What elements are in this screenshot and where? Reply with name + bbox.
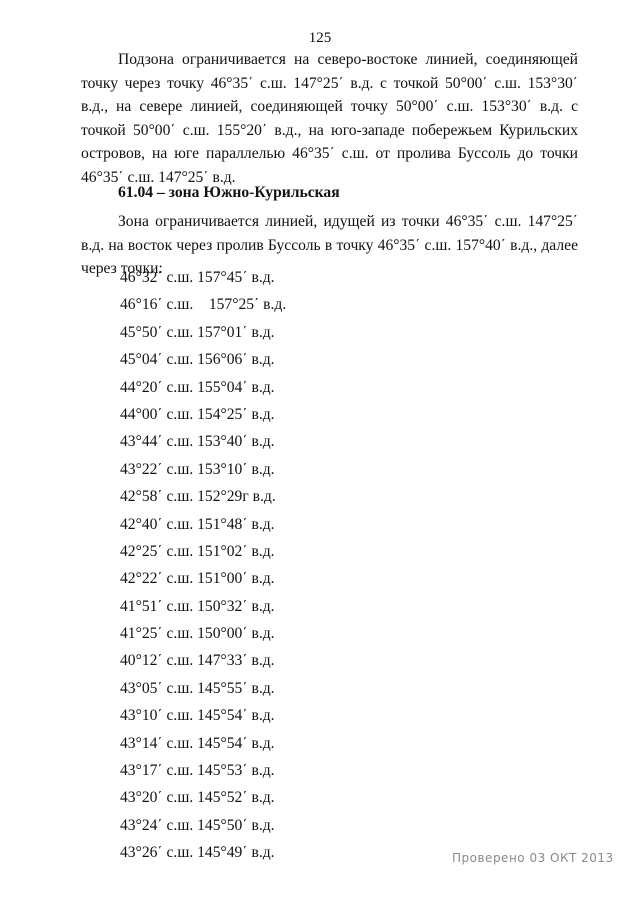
zone-description-text: Зона ограничивается линией, идущей из точки 46°35΄ с.ш. 147°25΄ в.д. на восток через пролив Буссоль в точку 46°35΄ с.ш. 157°40΄ в.д., далее через точки:: [81, 213, 578, 277]
coordinate-item: 41°25΄ с.ш. 150°00΄ в.д.: [120, 625, 275, 643]
section-heading: 61.04 – зона Южно-Курильская: [118, 184, 340, 201]
intro-paragraph: [81, 48, 578, 189]
coordinate-item: 43°05΄ с.ш. 145°55΄ в.д.: [120, 679, 275, 697]
coordinate-item: 43°17΄ с.ш. 145°53΄ в.д.: [120, 762, 275, 780]
coordinate-item: 43°26΄ с.ш. 145°49΄ в.д.: [120, 844, 275, 862]
coordinate-list: [120, 264, 286, 867]
page-number: 125: [308, 30, 332, 46]
coordinate-item: 40°12΄ с.ш. 147°33΄ в.д.: [120, 652, 275, 670]
intro-paragraph-text: Подзона ограничивается на северо-востоке линией, соединяющей точку через точку 46°35΄ с.ш. 147°25΄ в.д. с точкой 50°00΄ с.ш. 153°30΄ в.д., на севере линией, соединяющей точку 50°00΄ с.ш. 153°30΄ в.д. с точкой 50°00΄ с.ш. 155°20΄ в.д., на юго-западе побережьем Курильских островов, на юге параллелью 46°35΄ с.ш. от пролива Буссоль до точки 46°35΄ с.ш. 147°25΄ в.д.: [81, 51, 578, 186]
coordinate-item: 44°20΄ с.ш. 155°04΄ в.д.: [120, 378, 275, 396]
coordinate-item: 43°44΄ с.ш. 153°40΄ в.д.: [120, 433, 275, 451]
coordinate-item: 46°16΄ с.ш. 157°25΄ в.д.: [120, 296, 287, 314]
coordinate-item: 42°22΄ с.ш. 151°00΄ в.д.: [120, 570, 275, 588]
coordinate-item: 44°00΄ с.ш. 154°25΄ в.д.: [120, 405, 275, 423]
coordinate-item: 42°40΄ с.ш. 151°48΄ в.д.: [120, 515, 275, 533]
coordinate-item: 46°32΄ с.ш. 157°45΄ в.д.: [120, 269, 275, 286]
coordinate-item: 45°50΄ с.ш. 157°01΄ в.д.: [120, 323, 275, 341]
coordinate-item: 43°10΄ с.ш. 145°54΄ в.д.: [120, 707, 275, 725]
coordinate-item: 43°14΄ с.ш. 145°54΄ в.д.: [120, 734, 275, 752]
coordinate-item: 43°24΄ с.ш. 145°50΄ в.д.: [120, 816, 275, 834]
coordinate-item: 42°25΄ с.ш. 151°02΄ в.д.: [120, 542, 275, 560]
coordinate-item: 43°20΄ с.ш. 145°52΄ в.д.: [120, 789, 275, 807]
coordinate-item: 42°58΄ с.ш. 152°29г в.д.: [120, 488, 276, 506]
coordinate-item: 41°51΄ с.ш. 150°32΄ в.д.: [120, 597, 275, 615]
verification-stamp: Проверено 03 ОКТ 2013: [452, 851, 614, 865]
coordinate-item: 45°04΄ с.ш. 156°06΄ в.д.: [120, 351, 275, 369]
coordinate-item: 43°22΄ с.ш. 153°10΄ в.д.: [120, 460, 275, 478]
